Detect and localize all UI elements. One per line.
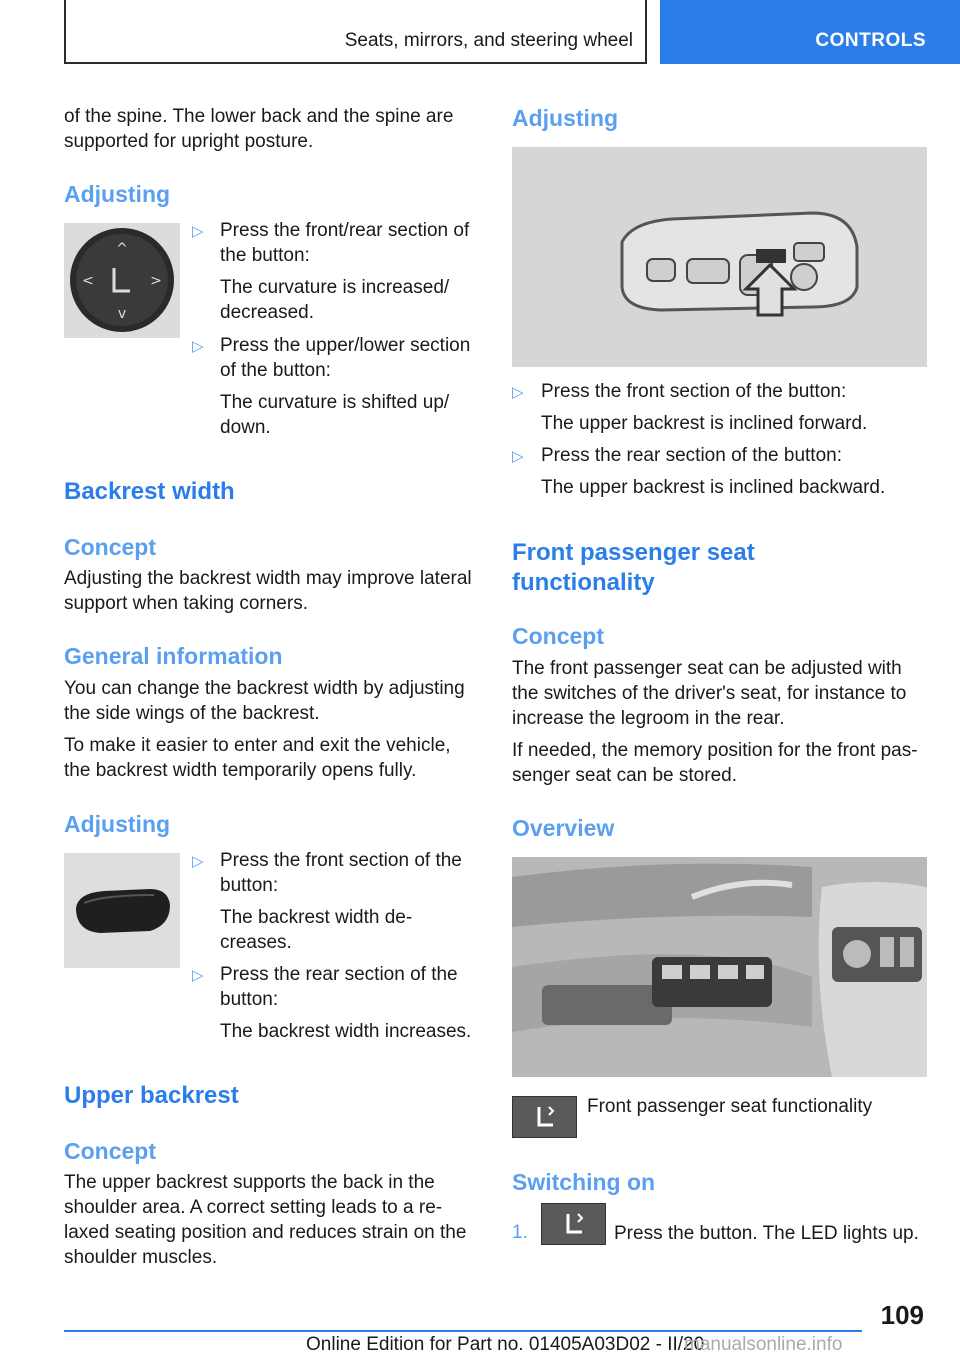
seat-switch-panel-image: [512, 147, 927, 367]
upper-concept-line-2: shoulder area. A correct setting leads to a re‐: [64, 1197, 443, 1218]
lumbar-bullet-2-line-1: Press the upper/lower section: [220, 335, 471, 356]
upper-bullet-2: Press the rear section of the button:: [541, 445, 843, 466]
svg-text:>: >: [150, 273, 162, 289]
front-concept-line-1: The front passenger seat can be adjusted with: [512, 658, 902, 679]
backrest-concept-line-2: support when taking corners.: [64, 593, 308, 614]
header-chapter-box: [660, 0, 960, 64]
svg-text:<: <: [82, 273, 94, 289]
heading-concept-backrest: Concept: [64, 534, 156, 560]
heading-general-information: General information: [64, 643, 283, 669]
upper-concept-line-4: shoulder muscles.: [64, 1247, 218, 1268]
lumbar-result-2-line-2: down.: [220, 417, 271, 438]
lumbar-bullet-1-line-2: the button:: [220, 245, 310, 266]
backrest-bullet-2-line-1: Press the rear section of the: [220, 964, 458, 985]
heading-adjusting-backrest: Adjusting: [64, 811, 171, 837]
step-number: 1.: [512, 1222, 528, 1243]
seat-toggle-icon: [541, 1203, 606, 1245]
heading-adjusting-upper: Adjusting: [512, 105, 619, 131]
watermark: manualsonline.info: [684, 1334, 843, 1355]
footer-rule: [64, 1330, 862, 1332]
backrest-result-1-line-2: creases.: [220, 932, 292, 953]
lumbar-result-1-line-2: decreased.: [220, 302, 315, 323]
backrest-width-button-image: [64, 853, 180, 968]
backrest-bullet-1-line-2: button:: [220, 875, 279, 896]
bullet-icon: ▷: [192, 338, 204, 355]
lumbar-result-2-line-1: The curvature is shifted up/: [220, 392, 450, 413]
lumbar-button-image: [64, 223, 180, 338]
heading-switching-on: Switching on: [512, 1169, 656, 1195]
intro-line-2: supported for upright posture.: [64, 131, 314, 152]
front-concept-line-5: senger seat can be stored.: [512, 765, 737, 786]
bullet-icon: ▷: [512, 384, 524, 401]
general-line-4: the backrest width temporarily opens fully.: [64, 760, 417, 781]
overview-caption: Front passenger seat functionality: [587, 1096, 873, 1117]
upper-bullet-1: Press the front section of the button:: [541, 381, 847, 402]
backrest-concept-line-1: Adjusting the backrest width may improve lateral: [64, 568, 472, 589]
header-chapter-title: CONTROLS: [815, 30, 926, 51]
front-concept-line-2: the switches of the driver's seat, for instance to: [512, 683, 907, 704]
bullet-icon: ▷: [512, 448, 524, 465]
lumbar-bullet-2-line-2: of the button:: [220, 360, 331, 381]
footer-edition: Online Edition for Part no. 01405A03D02 - II/20: [306, 1334, 705, 1355]
lumbar-bullet-1-line-1: Press the front/rear section of: [220, 220, 470, 241]
bullet-icon: ▷: [192, 967, 204, 984]
upper-concept-line-1: The upper backrest supports the back in the: [64, 1172, 435, 1193]
svg-text:v: v: [117, 306, 127, 322]
general-line-1: You can change the backrest width by adjusting: [64, 678, 465, 699]
header-section-box: [64, 0, 647, 64]
header-section-title: Seats, mirrors, and steering wheel: [344, 30, 633, 51]
intro-line-1: of the spine. The lower back and the spine are: [64, 106, 454, 127]
backrest-result-2: The backrest width increases.: [220, 1021, 472, 1042]
backrest-result-1-line-1: The backrest width de‐: [220, 907, 413, 928]
backrest-bullet-2-line-2: button:: [220, 989, 279, 1010]
heading-adjusting-lumbar: Adjusting: [64, 181, 171, 207]
heading-concept-upper: Concept: [64, 1138, 156, 1164]
backrest-bullet-1-line-1: Press the front section of the: [220, 850, 462, 871]
bullet-icon: ▷: [192, 223, 204, 240]
page-number: 109: [880, 1300, 924, 1330]
upper-concept-line-3: laxed seating position and reduces strain on the: [64, 1222, 467, 1243]
general-line-3: To make it easier to enter and exit the vehicle,: [64, 735, 451, 756]
heading-overview: Overview: [512, 815, 615, 841]
heading-front-passenger-line-2: functionality: [512, 569, 655, 596]
svg-text:^: ^: [116, 241, 128, 257]
front-concept-line-3: increase the legroom in the rear.: [512, 708, 785, 729]
step-text: Press the button. The LED lights up.: [614, 1223, 919, 1244]
upper-result-2: The upper backrest is inclined backward.: [541, 477, 886, 498]
bullet-icon: ▷: [192, 853, 204, 870]
general-line-2: the side wings of the backrest.: [64, 703, 320, 724]
door-panel-image: [512, 857, 927, 1077]
heading-concept-front: Concept: [512, 623, 604, 649]
lumbar-result-1-line-1: The curvature is increased/: [220, 277, 450, 298]
heading-front-passenger-line-1: Front passenger seat: [512, 539, 755, 566]
heading-backrest-width: Backrest width: [64, 478, 235, 505]
heading-upper-backrest: Upper backrest: [64, 1082, 239, 1109]
seat-toggle-icon: [512, 1096, 577, 1138]
upper-result-1: The upper backrest is inclined forward.: [541, 413, 868, 434]
front-concept-line-4: If needed, the memory position for the front pas‐: [512, 740, 918, 761]
